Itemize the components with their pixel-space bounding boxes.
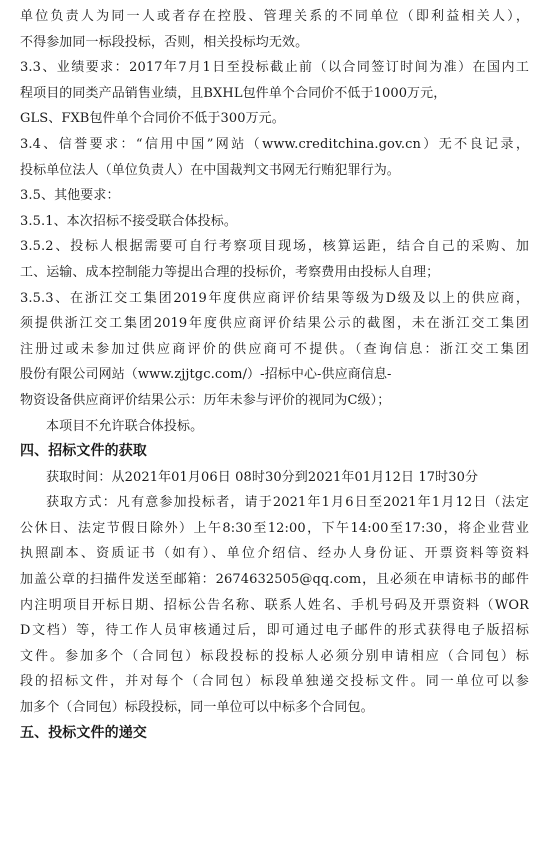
text-line: 注册过或未参加过供应商评价的供应商可不提供。（查询信息：浙江交工集团 (20, 341, 529, 357)
text-line: 内注明项目开标日期、招标公告名称、联系人姓名、手机号码及开票资料（WOR (20, 597, 529, 613)
text-line: 物资设备供应商评价结果公示：历年未参与评价的视同为C级）； (20, 392, 391, 408)
text-line: 获取方式：凡有意参加投标者，请于2021年1月6日至2021年1月12日（法定 (46, 495, 529, 511)
text-line: 加多个（合同包）标段投标，同一单位可以中标多个合同包。 (20, 700, 374, 716)
text-line: 单位负责人为同一人或者存在控股、管理关系的不同单位（即利益相关人）， (20, 9, 529, 24)
text-line: 程项目的同类产品销售业绩，且BXHL包件单个合同价不低于1000万元， (20, 85, 447, 101)
text-line: 加盖公章的扫描件发送至邮箱：2674632505@qq.com，且必须在申请标书的邮件 (20, 572, 529, 588)
text-line: 须提供浙江交工集团2019年度供应商评价结果公示的截图，未在浙江交工集团 (20, 316, 529, 332)
text-line: D文档）等，待工作人员审核通过后，即可通过电子邮件的形式获得电子版招标 (20, 623, 529, 639)
text-line: 3.5、其他要求： (20, 188, 120, 204)
section-heading: 五、投标文件的递交 (20, 724, 147, 741)
text-line: GLS、FXB包件单个合同价不低于300万元。 (20, 111, 285, 127)
text-line: 3.4、信誉要求：“信用中国”网站（www.creditchina.gov.cn）无不良记录， (20, 136, 529, 152)
text-line: 3.3、业绩要求：2017年7月1日至投标截止前（以合同签订时间为准）在国内工 (20, 60, 529, 76)
text-line: 3.5.1、本次招标不接受联合体投标。 (20, 213, 237, 229)
text-line: 投标单位法人（单位负责人）在中国裁判文书网无行贿犯罪行为。 (20, 162, 400, 178)
text-line: 段的招标文件，并对每个（合同包）标段单独递交投标文件。同一单位可以参 (20, 674, 529, 690)
text-line: 本项目不允许联合体投标。 (46, 418, 204, 434)
text-line: 3.5.2、投标人根据需要可自行考察项目现场，核算运距，结合自己的采购、加 (20, 239, 529, 255)
text-line: 获取时间：从2021年01月06日 08时30分到2021年01月12日 17时30分 (46, 469, 479, 485)
text-line: 不得参加同一标段投标，否则，相关投标均无效。 (20, 34, 309, 50)
text-line: 3.5.3、在浙江交工集团2019年度供应商评价结果等级为D级及以上的供应商， (20, 290, 529, 306)
text-line: 执照副本、资质证书（如有）、单位介绍信、经办人身份证、开票资料等资料 (20, 546, 529, 562)
text-line: 文件。参加多个（合同包）标段投标的投标人必须分别申请相应（合同包）标 (20, 648, 529, 664)
text-line: 工、运输、成本控制能力等提出合理的投标价，考察费用由投标人自理； (20, 264, 440, 280)
section-heading: 四、招标文件的获取 (20, 443, 147, 460)
text-line: 股份有限公司网站（www.zjjtgc.com/）-招标中心-供应商信息- (20, 367, 392, 383)
text-line: 公休日、法定节假日除外）上午8:30至12:00，下午14:00至17:30，将企业营业 (20, 520, 529, 536)
